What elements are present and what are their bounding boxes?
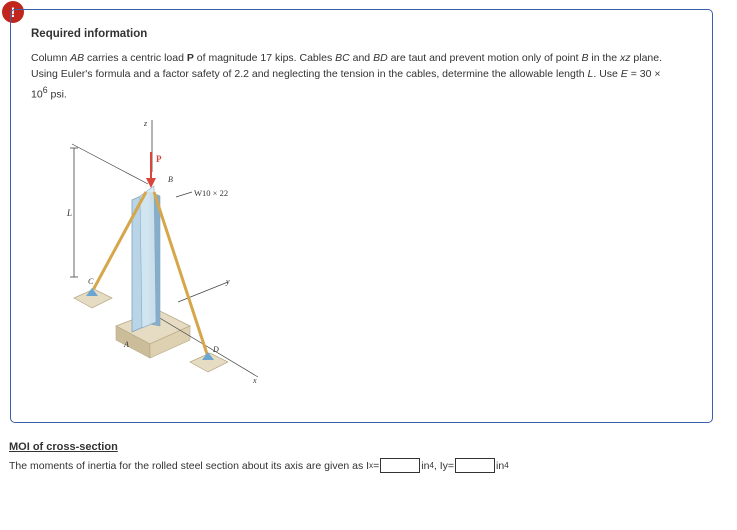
reference-line [72, 144, 148, 184]
moi-section-title: MOI of cross-section [9, 441, 118, 453]
label-x: x [253, 376, 257, 385]
required-information-title: Required information [31, 28, 148, 40]
label-y: y [226, 277, 230, 286]
label-l: L [67, 208, 73, 218]
section-leader [176, 192, 192, 197]
label-a: A [124, 340, 129, 349]
label-p: P [156, 154, 162, 164]
alert-icon: ! [2, 1, 24, 23]
iy-input[interactable] [455, 458, 495, 473]
label-b: B [168, 175, 173, 184]
label-c: C [88, 277, 94, 286]
label-section: W10 × 22 [194, 188, 229, 198]
label-d: D [213, 345, 219, 354]
column-cable-figure [58, 112, 280, 402]
label-z: z [144, 119, 148, 128]
ix-input[interactable] [380, 458, 420, 473]
problem-statement: Column AB carries a centric load P of magnitude 17 kips. Cables BC and BD are taut and prevent motion only of point B in the xz plane. Using Euler's formula and a factor safety of 2.2 and neglecting the tension in the cables, determine the allowable length L. Use $E = 30 \times 10^6$ psi. [31, 52, 663, 101]
moi-question: The moments of inertia for the rolled steel section about its axis are given as I x = in 4 , Iy= in 4 [9, 459, 509, 472]
